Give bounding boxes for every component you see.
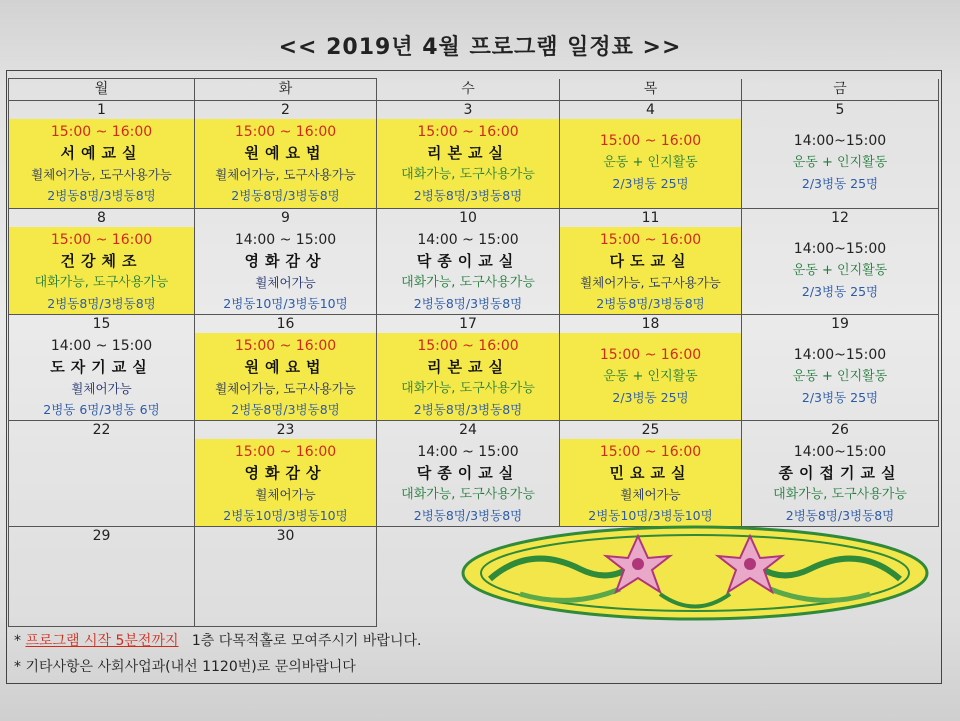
- program-info: [195, 333, 376, 420]
- program-info: [560, 333, 741, 420]
- program-info: [560, 439, 741, 526]
- day-number: 19: [831, 316, 849, 332]
- day-cell: [195, 209, 377, 315]
- program-info: [377, 333, 559, 420]
- program-line: 리본교실: [427, 144, 509, 162]
- day-number: 10: [459, 210, 477, 226]
- day-cell: [560, 315, 742, 421]
- program-line: 닥종이교실: [416, 464, 520, 482]
- program-line: 2병동8명/3병동8명: [231, 188, 340, 203]
- program-info: [9, 545, 194, 626]
- note-highlight: 프로그램 시작 5분전까지: [25, 633, 179, 649]
- day-number: 3: [463, 102, 473, 118]
- program-line: 2병동8명/3병동8명: [413, 508, 523, 523]
- day-number: 23: [276, 422, 295, 438]
- day-number: 16: [276, 316, 295, 332]
- page-title: << 2019년 4월 프로그램 일정표 >>: [278, 35, 682, 60]
- program-line: 대화가능, 도구사용가능: [773, 487, 907, 502]
- program-line: 도자기교실: [50, 358, 153, 376]
- program-line: 휠체어가능, 도구사용가능: [31, 167, 172, 182]
- day-number: 4: [646, 102, 655, 118]
- program-line: 종이접기교실: [778, 464, 902, 482]
- day-number: 26: [831, 422, 849, 438]
- day-cell: [9, 421, 195, 527]
- day-cell: [742, 421, 939, 527]
- program-line: 2병동 6명/3병동 6명: [43, 402, 160, 417]
- program-info: [377, 119, 559, 208]
- program-line: 15:00 ~ 16:00: [599, 347, 702, 363]
- day-number: 22: [92, 422, 111, 438]
- program-line: 2/3병동 25명: [612, 390, 689, 405]
- program-line: 2병동8명/3병동8명: [413, 402, 523, 417]
- program-line: 운동 + 인지활동: [603, 369, 698, 384]
- day-cell: [195, 101, 377, 209]
- day-cell: [560, 421, 742, 527]
- program-line: 15:00 ~ 16:00: [234, 444, 337, 460]
- program-line: 닥종이교실: [416, 252, 520, 270]
- note-bullet: *: [14, 659, 21, 675]
- note-text: 기타사항은 사회사업과(내선 1120번)로 문의바랍니다: [25, 659, 356, 675]
- program-info: [742, 119, 938, 208]
- program-line: 2병동8명/3병동8명: [47, 188, 156, 203]
- program-info: [742, 439, 938, 526]
- program-line: 민요교실: [609, 464, 692, 482]
- program-line: 영화감상: [244, 252, 327, 270]
- program-line: 2병동8명/3병동8명: [413, 188, 523, 203]
- program-line: 2병동10명/3병동10명: [223, 508, 348, 523]
- day-number: 8: [97, 210, 106, 226]
- program-line: 휠체어가능: [71, 381, 132, 396]
- day-cell: [742, 209, 939, 315]
- program-info: [377, 227, 559, 314]
- program-line: 대화가능, 도구사용가능: [401, 167, 535, 182]
- day-cell: [377, 101, 560, 209]
- day-number: 25: [641, 422, 660, 438]
- day-cell: [195, 421, 377, 527]
- day-cell: [195, 315, 377, 421]
- program-info: [377, 439, 559, 526]
- program-line: 14:00 ~ 15:00: [417, 232, 519, 248]
- program-line: 휠체어가능, 도구사용가능: [215, 167, 356, 182]
- program-line: 15:00 ~ 16:00: [50, 232, 153, 248]
- program-line: 14:00 ~ 15:00: [417, 444, 519, 460]
- program-line: 2/3병동 25명: [801, 176, 879, 191]
- weekday-header: 월: [9, 79, 195, 101]
- program-line: 운동 + 인지활동: [603, 155, 698, 170]
- calendar-grid: [8, 78, 907, 627]
- program-line: 2/3병동 25명: [801, 390, 879, 405]
- program-line: 2병동8명/3병동8명: [231, 402, 340, 417]
- weekday-header: 화: [195, 79, 377, 101]
- day-cell: [9, 315, 195, 421]
- weekday-header: 수: [377, 79, 560, 101]
- day-cell: [560, 209, 742, 315]
- program-line: 운동 + 인지활동: [792, 369, 888, 384]
- program-line: 대화가능, 도구사용가능: [401, 275, 535, 290]
- weekday-header: 금: [742, 79, 939, 101]
- day-cell: [742, 101, 939, 209]
- program-line: 휠체어가능: [620, 487, 681, 502]
- program-line: 15:00 ~ 16:00: [50, 124, 153, 140]
- program-line: 15:00 ~ 16:00: [599, 133, 702, 149]
- day-cell: [9, 527, 195, 627]
- program-line: 원예요법: [244, 144, 327, 162]
- note-text: 1층 다목적홀로 모여주시기 바랍니다.: [191, 633, 422, 649]
- program-line: 다도교실: [609, 252, 692, 270]
- program-line: 건강체조: [60, 252, 143, 270]
- program-line: 15:00 ~ 16:00: [234, 124, 337, 140]
- program-line: 서예교실: [60, 144, 143, 162]
- day-number: 18: [641, 316, 660, 332]
- program-info: [195, 545, 376, 626]
- program-line: 2/3병동 25명: [801, 284, 879, 299]
- day-cell: [377, 315, 560, 421]
- program-line: 15:00 ~ 16:00: [234, 338, 337, 354]
- program-info: [195, 227, 376, 314]
- program-info: [560, 227, 741, 314]
- day-number: 2: [281, 102, 290, 118]
- day-number: 24: [459, 422, 477, 438]
- program-info: [195, 119, 376, 208]
- day-cell: [9, 209, 195, 315]
- program-line: 휠체어가능, 도구사용가능: [580, 275, 721, 290]
- program-line: 대화가능, 도구사용가능: [401, 381, 535, 396]
- program-line: 휠체어가능: [255, 275, 316, 290]
- program-line: 2/3병동 25명: [612, 176, 689, 191]
- note-2: [14, 654, 934, 680]
- day-cell: [377, 421, 560, 527]
- program-line: 운동 + 인지활동: [792, 263, 888, 278]
- note-1: [14, 628, 934, 654]
- program-info: [742, 227, 938, 314]
- day-cell: [195, 527, 377, 627]
- day-number: 17: [459, 316, 477, 332]
- program-line: 2병동8명/3병동8명: [785, 508, 895, 523]
- program-line: 2병동10명/3병동10명: [588, 508, 713, 523]
- program-line: 2병동10명/3병동10명: [223, 296, 348, 311]
- program-info: [9, 333, 194, 420]
- day-number: 30: [276, 528, 295, 544]
- program-line: 15:00 ~ 16:00: [599, 232, 702, 248]
- program-line: 14:00 ~ 15:00: [50, 338, 153, 354]
- weekday-header: 목: [560, 79, 742, 101]
- day-cell: [742, 315, 939, 421]
- notes: [14, 628, 934, 680]
- program-line: 14:00~15:00: [793, 444, 887, 460]
- program-line: 2병동8명/3병동8명: [47, 296, 156, 311]
- day-number: 5: [835, 102, 845, 118]
- program-line: 운동 + 인지활동: [792, 155, 888, 170]
- program-line: 14:00~15:00: [793, 133, 887, 149]
- day-number: 12: [831, 210, 849, 226]
- program-line: 휠체어가능: [255, 487, 316, 502]
- program-info: [195, 439, 376, 526]
- program-line: 14:00 ~ 15:00: [234, 232, 337, 248]
- day-cell: [377, 209, 560, 315]
- day-cell: [9, 101, 195, 209]
- flower-decoration-icon: [460, 524, 930, 622]
- day-number: 15: [92, 316, 111, 332]
- program-line: 영화감상: [244, 464, 327, 482]
- program-info: [9, 227, 194, 314]
- program-info: [742, 333, 938, 420]
- program-line: 15:00 ~ 16:00: [599, 444, 702, 460]
- program-info: [560, 119, 741, 208]
- program-line: 15:00 ~ 16:00: [417, 338, 519, 354]
- program-line: 휠체어가능, 도구사용가능: [215, 381, 356, 396]
- program-info: [9, 439, 194, 526]
- note-bullet: *: [14, 633, 21, 649]
- program-line: 대화가능, 도구사용가능: [34, 275, 169, 290]
- day-cell: [560, 101, 742, 209]
- day-number: 1: [97, 102, 106, 118]
- day-number: 9: [281, 210, 290, 226]
- day-number: 11: [641, 210, 660, 226]
- day-number: 29: [92, 528, 111, 544]
- program-line: 14:00~15:00: [793, 241, 887, 257]
- program-line: 2병동8명/3병동8명: [413, 296, 523, 311]
- program-line: 14:00~15:00: [793, 347, 887, 363]
- program-info: [9, 119, 194, 208]
- program-line: 원예요법: [244, 358, 327, 376]
- program-line: 2병동8명/3병동8명: [596, 296, 705, 311]
- program-line: 대화가능, 도구사용가능: [401, 487, 535, 502]
- program-line: 15:00 ~ 16:00: [417, 124, 519, 140]
- program-line: 리본교실: [427, 358, 509, 376]
